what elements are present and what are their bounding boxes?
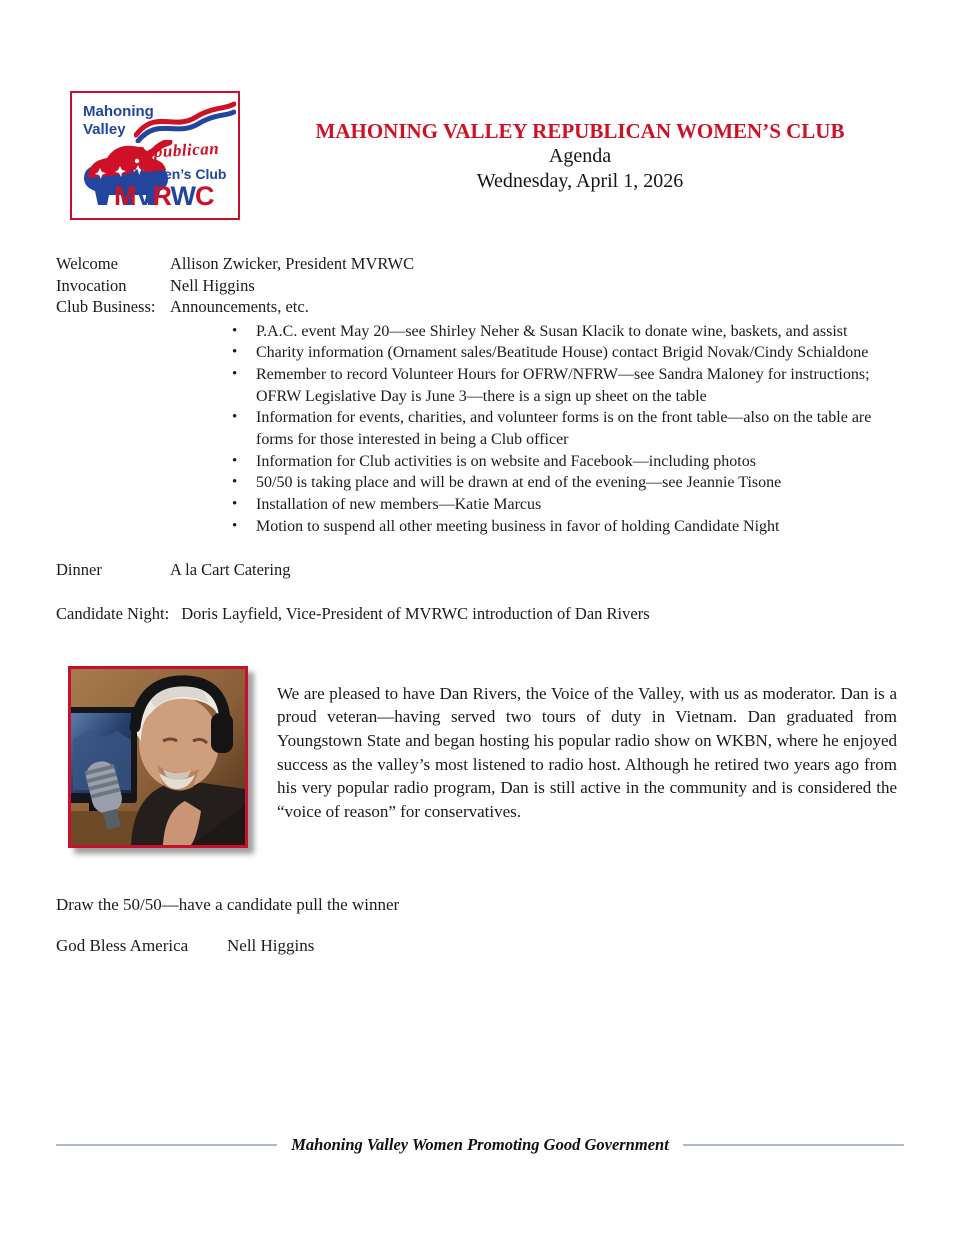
logo-acronym-letter: V xyxy=(135,181,153,211)
bullet-item: • Installation of new members—Katie Marcus xyxy=(230,494,878,516)
footer xyxy=(56,1133,904,1157)
dan-rivers-photo xyxy=(68,666,248,848)
closing-value: Nell Higgins xyxy=(227,935,315,955)
bullet-item: • Charity information (Ornament sales/Beatitude House) contact Brigid Novak/Cindy Schialdone xyxy=(230,342,878,364)
agenda-row-club-business xyxy=(56,296,904,318)
agenda-label: Candidate Night: xyxy=(56,604,170,624)
agenda-value: Nell Higgins xyxy=(170,275,255,295)
agenda-row-candidate-night xyxy=(56,603,904,625)
bullet-item: • P.A.C. event May 20—see Shirley Neher & Susan Klacik to donate wine, baskets, and assist xyxy=(230,321,878,343)
logo-womens-club: Women’s Club xyxy=(130,166,227,182)
club-logo xyxy=(70,91,240,220)
logo-club-name xyxy=(83,103,154,139)
agenda-label: Dinner xyxy=(56,559,102,579)
speaker-section xyxy=(56,666,904,848)
logo-name-line1: Mahoning xyxy=(83,103,154,120)
agenda-value: Announcements, etc. xyxy=(170,297,309,316)
radio-host-photo-illustration xyxy=(71,669,245,845)
logo-name-line2: Valley xyxy=(83,121,126,138)
closing-label: God Bless America xyxy=(56,935,189,955)
agenda-row-dinner xyxy=(56,559,904,581)
footer-rule-right xyxy=(683,1144,904,1146)
header xyxy=(240,118,920,194)
agenda-value: Allison Zwicker, President MVRWC xyxy=(170,254,415,273)
club-business-bullet-list xyxy=(230,321,878,538)
logo-acronym xyxy=(114,181,214,212)
agenda-label: Invocation xyxy=(56,275,127,295)
footer-rule-left xyxy=(56,1144,277,1146)
agenda-row-invocation xyxy=(56,275,904,297)
bullet-item: • Information for Club activities is on website and Facebook—including photos xyxy=(230,451,878,473)
bullet-item: • 50/50 is taking place and will be drawn at end of the evening—see Jeannie Tisone xyxy=(230,472,878,494)
logo-acronym-letter: W xyxy=(170,181,196,211)
meeting-date: Wednesday, April 1, 2026 xyxy=(476,170,684,192)
bullet-item: • Motion to suspend all other meeting business in favor of holding Candidate Night xyxy=(230,516,878,538)
footer-tagline: Mahoning Valley Women Promoting Good Government xyxy=(291,1135,669,1154)
logo-republican-script: Republican xyxy=(133,138,220,163)
subtitle-agenda: Agenda xyxy=(548,145,612,167)
agenda-label: Welcome xyxy=(56,254,118,273)
agenda-label: Club Business: xyxy=(56,297,156,316)
bullet-item: • Remember to record Volunteer Hours for OFRW/NFRW—see Sandra Maloney for instructions; OFRW Legislative Day is June 3—there is a sign up sheet on the table xyxy=(230,364,878,407)
draw-5050-line: Draw the 50/50—have a candidate pull the winner xyxy=(56,894,400,914)
god-bless-america-row xyxy=(56,935,904,957)
speaker-bio-paragraph: We are pleased to have Dan Rivers, the Voice of the Valley, with us as moderator. Dan is a proud veteran—having served two tours of duty in Vietnam. Dan graduated from Youngstown State and began hosting his popular radio show on WKBN, where he enjoyed success as the valley’s most listened to radio host. Although he retired two years ago from his very popular radio program, Dan is still active in the community and is considered the “voice of reason” for conservatives. xyxy=(277,683,897,822)
logo-acronym-letter: M xyxy=(114,181,136,211)
logo-acronym-letter: R xyxy=(152,181,171,211)
agenda-value: Doris Layfield, Vice-President of MVRWC introduction of Dan Rivers xyxy=(181,604,650,624)
agenda-body xyxy=(56,253,904,957)
bullet-item: • Information for events, charities, and volunteer forms is on the front table—also on the table are forms for those interested in being a Club officer xyxy=(230,407,878,450)
logo-acronym-letter: C xyxy=(195,181,214,211)
agenda-row-welcome xyxy=(56,253,904,275)
club-logo-inner xyxy=(72,93,238,218)
agenda-value: A la Cart Catering xyxy=(170,559,291,579)
page-title: MAHONING VALLEY REPUBLICAN WOMEN’S CLUB xyxy=(315,119,845,143)
